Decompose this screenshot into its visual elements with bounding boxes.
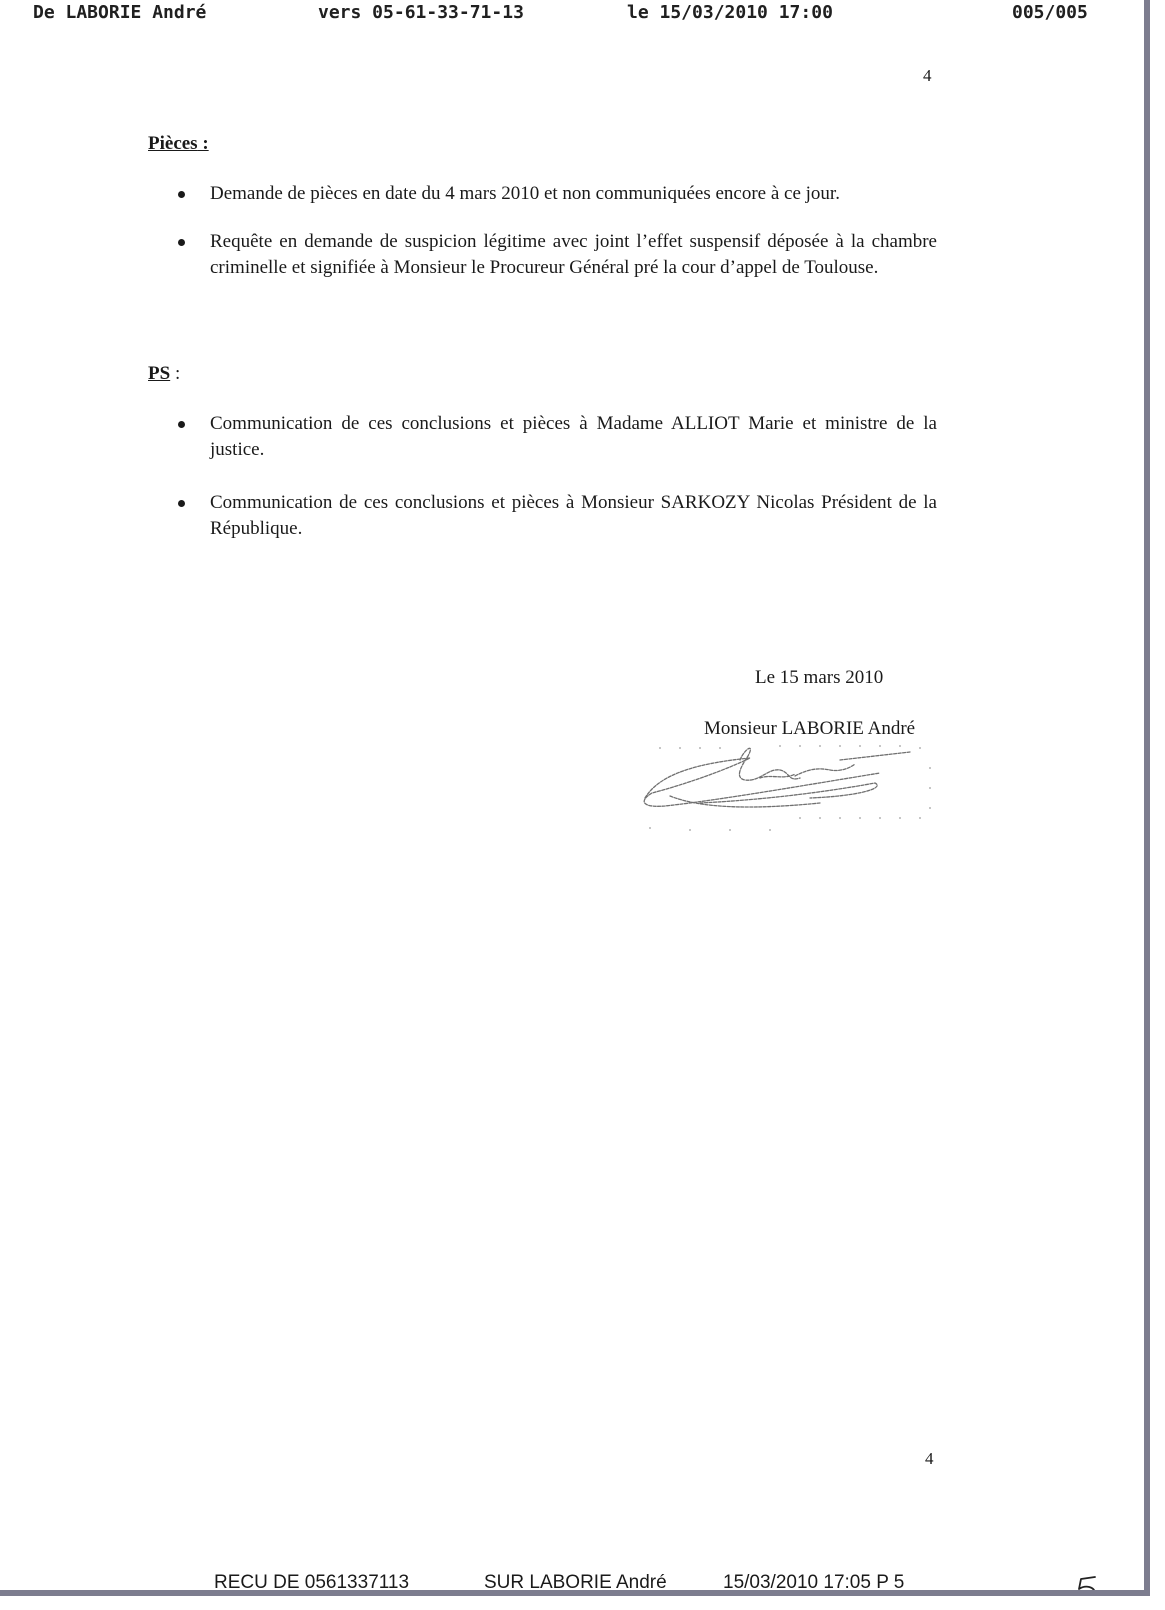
- fax-page-count: 005/005: [1012, 2, 1088, 23]
- ps-list: [175, 411, 937, 542]
- fax-sender: De LABORIE André: [33, 2, 207, 23]
- fax-header: [0, 2, 1144, 26]
- list-item: [175, 411, 937, 463]
- section-title-ps-suffix: :: [170, 363, 181, 384]
- list-item-text: Communication de ces conclusions et pièces à Monsieur SARKOZY Nicolas Président de la République.: [210, 492, 937, 539]
- section-title-ps: [148, 363, 180, 385]
- footer-received-on: SUR LABORIE André: [484, 1572, 667, 1593]
- section-title-pieces-label: Pièces: [148, 133, 198, 154]
- handwritten-signature: [640, 738, 940, 838]
- bullet-icon: [178, 421, 185, 428]
- fax-datetime: le 15/03/2010 17:00: [627, 2, 833, 23]
- list-item: [175, 229, 937, 281]
- signatory-name: Monsieur LABORIE André: [704, 718, 916, 739]
- page-number-bottom: 4: [925, 1449, 934, 1468]
- bullet-icon: [178, 239, 185, 246]
- section-title-pieces: [148, 133, 209, 155]
- page-number-top: 4: [923, 66, 932, 85]
- bullet-icon: [178, 500, 185, 507]
- list-item-text: Demande de pièces en date du 4 mars 2010 et non communiquées encore à ce jour.: [210, 183, 840, 204]
- fax-destination: vers 05-61-33-71-13: [318, 2, 524, 23]
- list-item-text: Requête en demande de suspicion légitime avec joint l’effet suspensif déposée à la chambre criminelle et signifiée à Monsieur le Procureur Général pré la cour d’appel de Toulouse.: [210, 231, 937, 278]
- handwritten-page-number: [1073, 1574, 1101, 1596]
- date-line: Le 15 mars 2010: [755, 667, 884, 688]
- section-title-pieces-suffix: :: [197, 133, 209, 154]
- section-title-ps-label: PS: [148, 363, 171, 384]
- fax-footer: [0, 1572, 1144, 1596]
- list-item-text: Communication de ces conclusions et pièces à Madame ALLIOT Marie et ministre de la justice.: [210, 413, 937, 460]
- footer-received-datetime: 15/03/2010 17:05 P 5: [723, 1572, 905, 1593]
- footer-received-from: RECU DE 0561337113: [214, 1572, 410, 1593]
- list-item: [175, 490, 937, 542]
- list-item: [175, 181, 937, 207]
- pieces-list: [175, 181, 937, 281]
- bullet-icon: [178, 191, 185, 198]
